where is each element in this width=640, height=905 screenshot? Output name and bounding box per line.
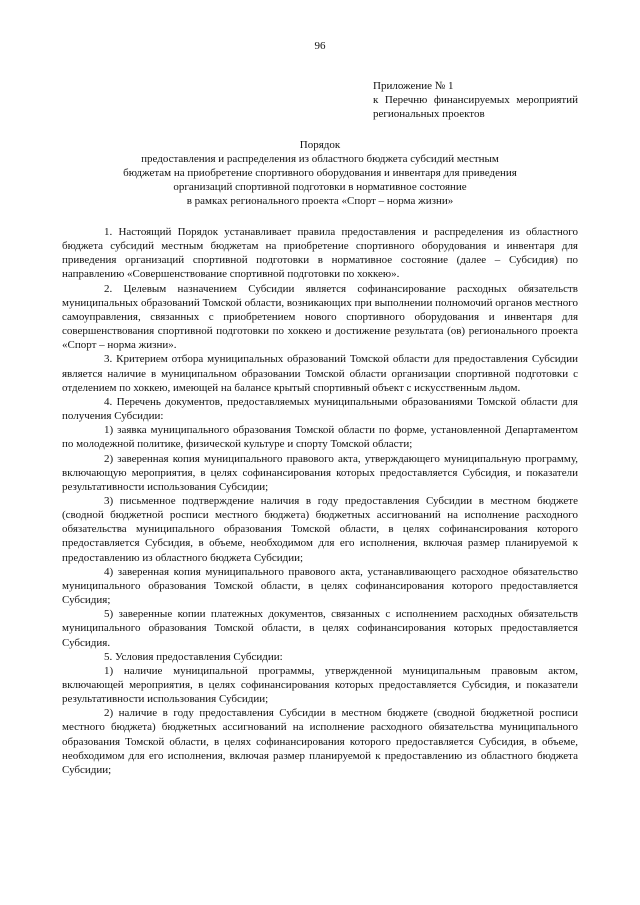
- heading-line: бюджетам на приобретение спортивного оборудования и инвентаря для приведения: [123, 167, 517, 179]
- paragraph-4-item-3: 3) письменное подтверждение наличия в году предоставления Субсидии в местном бюджете (сводной бюджетной росписи местного бюджета) бюджетных ассигнований на исполнение расходного обязательства муниципального образования Томской области, в целях софинансирования которого предоставляется Субсидия, в объеме, необходимом для его исполнения, включая размер планируемой к предоставлению из областного бюджета Субсидии;: [62, 494, 578, 564]
- paragraph-5-item-2: 2) наличие в году предоставления Субсидии в местном бюджете (сводной бюджетной росписи местного бюджета) бюджетных ассигнований на исполнение расходного обязательства муниципального образования Томской области, в целях софинансирования которого предоставляется Субсидия, в объеме, необходимом для его исполнения, включая размер планируемой к предоставлению из областного бюджета Субсидии;: [62, 707, 578, 776]
- heading-line: организаций спортивной подготовки в нормативное состояние: [173, 181, 467, 193]
- heading-line: в рамках регионального проекта «Спорт – норма жизни»: [186, 195, 454, 207]
- paragraph-1: 1. Настоящий Порядок устанавливает правила предоставления и распределения из областного бюджета субсидий местным бюджетам на приобретение спортивного оборудования и инвентаря для приведения организаций спортивной подготовки в нормативное состояние (далее – Субсидия) по направлению «Совершенствование спортивной подготовки по хоккею».: [62, 226, 578, 281]
- paragraph-4-item-2: 2) заверенная копия муниципального правового акта, утверждающего муниципальную программу, включающую мероприятия, в целях софинансирования которых предоставляется Субсидия, и показатели результативности использования Субсидии;: [62, 452, 578, 493]
- appendix-reference-cont: региональных проектов: [373, 108, 485, 120]
- appendix-block: [373, 79, 578, 121]
- paragraph-4-item-4: 4) заверенная копия муниципального правового акта, устанавливающего расходное обязательство муниципального образования Томской области, в целях софинансирования которого предоставляется Субсидия;: [62, 565, 578, 607]
- paragraph-4-item-1: 1) заявка муниципального образования Томской области по форме, установленной Департаментом по молодежной политике, физической культуре и спорту Томской области;: [62, 424, 578, 451]
- paragraph-4-item-5: 5) заверенные копии платежных документов, связанных с исполнением расходных обязательств муниципального образования Томской области, в целях софинансирования которых предоставляется Субсидия.: [62, 608, 578, 649]
- paragraph-5: 5. Условия предоставления Субсидии:: [104, 650, 283, 663]
- page-number: 96: [314, 40, 326, 52]
- document-body: [62, 225, 578, 777]
- paragraph-4: 4. Перечень документов, предоставляемых муниципальными образованиями Томской области для получения Субсидии:: [62, 395, 578, 423]
- appendix-reference: к Перечню финансируемых мероприятий: [373, 94, 578, 106]
- document-heading: [62, 138, 578, 208]
- heading-title: Порядок: [299, 139, 341, 151]
- paragraph-3: 3. Критерием отбора муниципальных образований Томской области для предоставления Субсидии является наличие в муниципальном образовании Томской области организации спортивной подготовки с отделением по хоккею, имеющей на балансе крытый спортивный объект с искусственным льдом.: [62, 353, 578, 394]
- appendix-title: Приложение № 1: [373, 80, 454, 92]
- paragraph-2: 2. Целевым назначением Субсидии является софинансирование расходных обязательств муниципальных образований Томской области, возникающих при выполнении полномочий органов местного самоуправления, связанных с приобретением нового спортивного оборудования и инвентаря для совершенствования спортивной подготовки по хоккею и достижение результата (ов) регионального проекта «Спорт – норма жизни».: [62, 282, 578, 352]
- heading-line: предоставления и распределения из областного бюджета субсидий местным: [141, 153, 499, 165]
- paragraph-5-item-1: 1) наличие муниципальной программы, утвержденной муниципальным правовым актом, включающей мероприятия, в целях софинансирования которых предоставляется Субсидия, и показатели результативности использования Субсидии;: [62, 664, 578, 706]
